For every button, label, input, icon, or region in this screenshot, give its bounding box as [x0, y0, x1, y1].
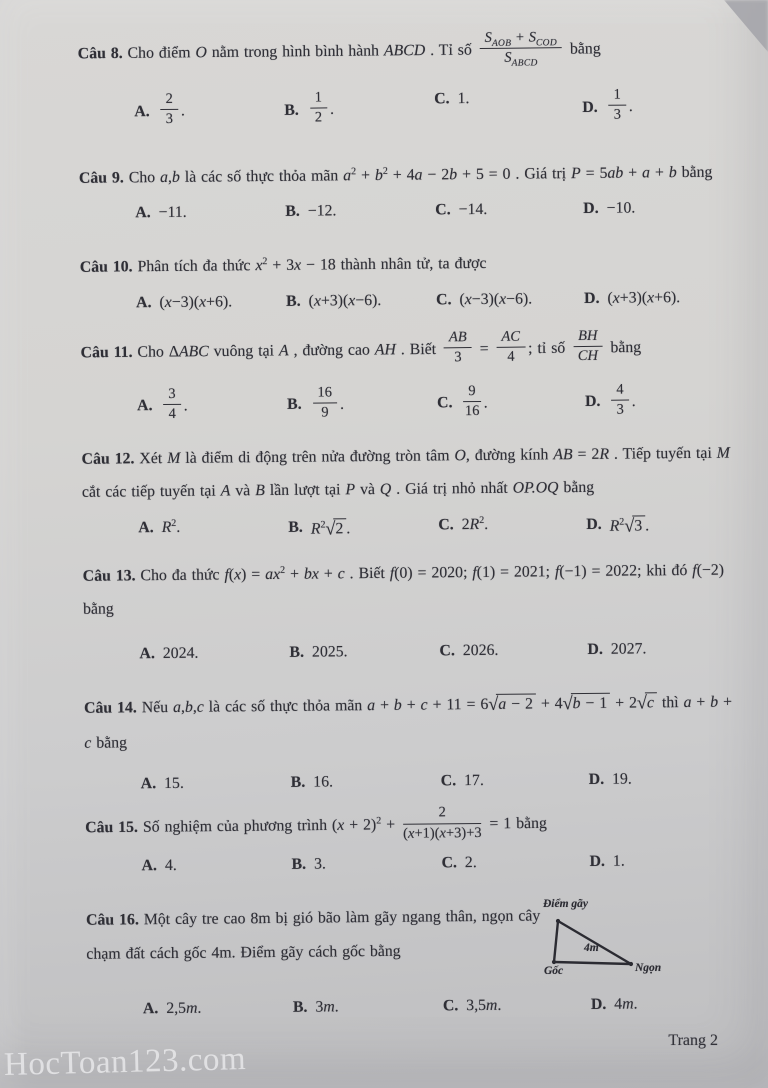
option-letter: A. [139, 645, 155, 663]
option-letter: A. [137, 397, 153, 415]
options-row [83, 640, 733, 672]
option-letter: C. [436, 291, 452, 309]
math-variable: m [185, 999, 198, 1018]
bamboo-triangle-figure [537, 898, 709, 988]
option-d [587, 641, 646, 660]
option-value: (x+3)(x+6). [607, 288, 681, 307]
fraction [160, 91, 178, 129]
math-variable: R [609, 517, 620, 535]
math-variable: AB [448, 328, 467, 346]
question-stem: Câu 9. Cho a,b là các số thực thỏa mãn $a^2 + b^2 + 4a - 2b + 5 = 0$ . Giá trị P = 5ab + a + b bằng [78, 163, 713, 187]
fraction [611, 381, 629, 419]
math-variable: c [646, 694, 655, 712]
option-a [138, 518, 180, 536]
math-variable: B [255, 482, 265, 500]
fraction-denominator: 9 [321, 404, 329, 421]
option-d [582, 88, 633, 126]
math-variable: A [278, 342, 289, 360]
option-value: $2R^2$. [461, 514, 489, 533]
fraction [573, 328, 603, 366]
fraction-numerator: 2 [160, 91, 177, 111]
option-value: 16. [313, 773, 334, 792]
math-variable: a [172, 699, 182, 717]
math-variable: S [528, 29, 537, 46]
math-variable: x [255, 257, 263, 275]
fraction [608, 86, 626, 124]
option-letter: D. [586, 515, 602, 533]
option-b [289, 644, 347, 663]
math-variable: x [164, 293, 172, 311]
math-variable: x [313, 292, 321, 310]
superscript: 2 [619, 516, 625, 528]
fraction-denominator: 3 [165, 111, 174, 128]
option-letter: D. [589, 853, 605, 871]
fraction-numerator [496, 328, 525, 348]
fraction-denominator: 3 [454, 349, 462, 366]
fraction-denominator [573, 347, 603, 366]
math-variable: R [310, 520, 321, 538]
square-root [636, 692, 657, 713]
fraction [403, 804, 482, 843]
option-b [285, 203, 336, 221]
option-letter: A. [140, 775, 157, 793]
subscript: AOB [491, 38, 512, 49]
option-a [136, 293, 232, 312]
fraction-numerator [444, 329, 472, 349]
superscript: 2 [262, 256, 268, 268]
options-row [79, 199, 729, 231]
superscript: 2 [351, 165, 357, 177]
fraction-denominator: 4 [507, 348, 515, 365]
math-variable: M [716, 444, 730, 462]
math-variable: CH [577, 347, 599, 365]
math-variable: OP.OQ [512, 479, 559, 497]
superscript: 2 [382, 165, 388, 177]
math-variable: f [224, 565, 229, 583]
options-row [85, 770, 735, 802]
fraction-denominator: 4 [168, 405, 176, 422]
question-stem: Câu 8. Cho điểm O nằm trong hình bình hành ABCD . Tỉ số $\frac{S_{AOB} + S_{COD}}{S_{ABCD}}$ bằng [77, 29, 601, 70]
fraction-denominator: 3 [613, 106, 622, 123]
fraction-denominator: 16 [464, 402, 480, 420]
option-letter: D. [583, 200, 599, 218]
option-a [141, 775, 184, 793]
option-c [437, 384, 488, 422]
question-stem: Câu 13. Cho đa thức $f(x) = ax^2$ + bx + c . Biết f(0) = 2020; f(1) = 2021; f(−1) = 2022; khi đó f(−2) bằng [82, 561, 725, 618]
option-c [443, 997, 502, 1016]
fraction [480, 29, 563, 68]
option-letter: B. [288, 518, 303, 536]
math-variable: c [196, 699, 204, 717]
square-root [624, 517, 645, 534]
option-letter: C. [437, 394, 453, 412]
option-letter: B. [286, 292, 301, 310]
fraction [444, 329, 472, 367]
fraction [163, 385, 181, 423]
fraction-numerator [573, 328, 603, 348]
option-letter: C. [435, 201, 451, 219]
math-variable: m [323, 998, 335, 1016]
option-c [441, 772, 484, 790]
option-d [583, 200, 635, 218]
math-variable: P [571, 164, 581, 182]
option-b [291, 856, 326, 874]
fraction-numerator: 4 [611, 381, 628, 401]
options-row [87, 995, 737, 1027]
question-number: Câu 9. [78, 169, 124, 187]
math-variable: a [414, 166, 423, 184]
option-letter: B. [291, 855, 307, 874]
math-variable: BH [577, 327, 598, 344]
math-variable: a [683, 694, 692, 712]
option-value: 2. [464, 854, 477, 872]
math-variable: b [374, 166, 383, 184]
math-variable: M [167, 449, 181, 467]
option-value: (x+3)(x−6). [308, 291, 382, 310]
question [85, 804, 736, 884]
option-letter: B. [292, 998, 308, 1017]
math-variable: x [499, 290, 507, 308]
option-a [139, 645, 198, 664]
math-variable: ABCD [383, 42, 426, 60]
fraction-numerator: 3 [163, 385, 180, 405]
fraction [463, 383, 481, 421]
option-letter: C. [440, 772, 457, 790]
option-letter: A. [135, 204, 151, 222]
question-stem: Câu 14. Nếu a,b,c là các số thực thỏa mãn a + b + c + 11 = 6√a − 2 + 4√b − 1 + 2√c thì a + b + c bằng [84, 682, 735, 760]
math-variable: x [348, 291, 356, 309]
math-variable: c [337, 564, 345, 582]
math-variable: a [498, 696, 507, 714]
math-variable: c [420, 696, 428, 715]
option-letter: B. [290, 774, 306, 792]
option-value: 4m. [614, 995, 638, 1013]
option-value: −10. [606, 199, 636, 218]
option-value: 2027. [610, 640, 647, 659]
option-a [143, 1000, 202, 1019]
question-number: Câu 12. [81, 449, 135, 468]
math-variable: x [464, 290, 472, 308]
figure-label-base-length: 4m [584, 942, 599, 954]
math-variable: m [622, 995, 634, 1013]
math-variable: AB [553, 445, 573, 463]
math-variable: ABC [178, 342, 209, 361]
option-letter: B. [287, 396, 302, 414]
math-variable: x [234, 565, 242, 583]
math-variable: b [393, 697, 402, 715]
math-variable: f [692, 561, 697, 579]
math-variable: a [159, 168, 169, 186]
option-value: $\frac{1}{2}$ . [307, 91, 335, 129]
option-letter: A. [134, 102, 150, 120]
option-letter: A. [136, 293, 152, 312]
option-value: $\frac{1}{3}$ . [605, 88, 633, 126]
question-number: Câu 8. [77, 44, 123, 63]
option-b [286, 292, 381, 311]
math-variable: b [572, 695, 581, 713]
option-value: −11. [158, 204, 187, 222]
fraction [496, 328, 525, 366]
option-c [441, 854, 476, 872]
option-letter: D. [585, 393, 601, 411]
math-variable: ab [607, 164, 624, 182]
radicand: b − 1 [571, 693, 611, 713]
option-letter: D. [590, 996, 607, 1014]
option-letter: C. [442, 997, 459, 1015]
option-c [439, 642, 498, 661]
question-stem: Câu 16. Một cây tre cao 8m bị gió bão làm gãy ngang thân, ngọn cây chạm đất cách gốc 4m. Điểm gãy cách gốc bằng [85, 907, 541, 963]
fraction [310, 89, 328, 127]
option-b [293, 999, 339, 1017]
option-value: 1. [612, 852, 625, 870]
math-variable: b [184, 699, 193, 717]
option-b [284, 91, 334, 129]
question [80, 328, 731, 434]
question-number: Câu 14. [83, 699, 137, 718]
question-stem: Câu 15. Số nghiệm của phương trình $(x + 2)^2$ + $\frac{2}{(x+1)(x+3)+3}$ = 1 bằng [85, 804, 548, 842]
math-variable: Q [379, 480, 392, 498]
math-variable: ax [265, 565, 281, 583]
option-value: 2024. [162, 645, 199, 663]
question-number: Câu 11. [80, 343, 133, 362]
math-variable: f [389, 564, 395, 582]
option-d [591, 996, 638, 1014]
math-variable: A [220, 482, 231, 500]
radicand: 2 [333, 518, 346, 537]
option-value: 1. [457, 89, 470, 107]
option-value: $\frac{9}{16}$ . [464, 382, 488, 420]
option-letter: B. [285, 202, 300, 221]
fraction-numerator: 1 [310, 89, 327, 109]
math-variable: x [439, 825, 447, 842]
question-number: Câu 10. [79, 258, 133, 277]
fraction-denominator: 2 [314, 109, 323, 126]
option-c [434, 90, 469, 108]
option-value: 17. [464, 772, 484, 790]
question-number: Câu 16. [85, 911, 139, 930]
options-row [85, 852, 735, 884]
question-number: Câu 13. [82, 566, 136, 585]
question [84, 682, 735, 802]
option-letter: C. [438, 515, 454, 533]
page-number: Trang 2 [668, 1032, 718, 1049]
radicand: 3 [632, 515, 645, 534]
fraction-numerator: 9 [463, 383, 480, 403]
math-variable: f [554, 562, 560, 580]
radical-sign: √ [624, 515, 635, 536]
option-letter: B. [289, 644, 305, 662]
math-variable: P [345, 481, 356, 499]
figure-label-tip: Ngọn [635, 962, 662, 974]
option-value: (x−3)(x−6). [459, 290, 533, 308]
math-variable: x [337, 817, 345, 835]
option-value: 2,5m. [166, 999, 202, 1018]
question [78, 30, 729, 140]
option-value: 2026. [462, 642, 499, 660]
math-variable: x [407, 825, 415, 842]
option-b [291, 774, 333, 792]
option-value: 2025. [311, 643, 348, 662]
option-value: 19. [612, 771, 632, 789]
option-letter: A. [138, 518, 154, 536]
math-variable: R [599, 445, 610, 463]
square-root [563, 695, 611, 712]
option-value: −12. [307, 202, 337, 220]
figure-label-root: Gốc [544, 965, 564, 977]
math-variable: S [484, 29, 492, 46]
math-variable: a [642, 164, 651, 182]
math-variable: R [469, 515, 480, 533]
option-value: $\frac{2}{3}$ . [157, 93, 185, 131]
math-variable: x [199, 293, 207, 311]
math-variable: a [343, 166, 352, 185]
math-variable: x [294, 256, 302, 275]
option-value: (x−3)(x+6). [159, 293, 233, 311]
subscript: ABCD [511, 58, 538, 70]
fraction-denominator: 3 [616, 401, 624, 418]
options-row [82, 513, 732, 545]
square-root [488, 696, 536, 713]
figure-label-break-point: Điểm gãy [543, 898, 589, 910]
radical-sign: √ [488, 694, 499, 715]
math-variable: R [161, 518, 172, 536]
question-number: Câu 15. [85, 819, 139, 837]
option-d [586, 514, 649, 536]
fraction-numerator: $S_{AOB} + S_{COD}$ [480, 29, 562, 49]
superscript: 2 [320, 518, 326, 531]
options-row [81, 378, 731, 434]
math-variable: b [710, 694, 719, 712]
subscript: COD [535, 38, 558, 49]
math-variable: b [668, 163, 677, 181]
option-letter: D. [582, 98, 598, 116]
option-value: −14. [458, 201, 488, 219]
math-variable: bx [303, 565, 319, 583]
math-variable: x [612, 289, 620, 307]
math-variable: AC [501, 328, 521, 345]
option-letter: C. [434, 90, 450, 108]
option-a [141, 857, 176, 875]
question [81, 436, 732, 545]
question-stem: Câu 10. Phân tích đa thức $x^2 + 3x - 18$ thành nhân tử, ta được [79, 255, 487, 277]
question [80, 245, 731, 321]
question-stem: Câu 11. Cho ΔABC vuông tại A , đường cao AH . Biết $\frac{AB}{3}$ = $\frac{AC}{4}$ ; tỉ số $\frac{BH}{CH}$ bằng [80, 327, 642, 366]
option-a [134, 90, 185, 131]
fraction-numerator: 2 [403, 804, 482, 824]
radical-sign: √ [325, 517, 336, 538]
option-value: $\frac{4}{3}$ . [608, 383, 636, 421]
math-variable: x [647, 289, 655, 307]
math-variable: m [485, 997, 498, 1015]
radical-sign: √ [636, 692, 648, 713]
fraction-numerator: 16 [312, 384, 337, 404]
option-b [288, 517, 350, 539]
option-value: 15. [164, 775, 184, 793]
option-value: $\frac{16}{9}$ . [309, 386, 344, 424]
superscript: 2 [280, 564, 286, 576]
question [83, 553, 734, 672]
option-letter: B. [284, 101, 299, 119]
fraction-numerator: 1 [608, 86, 625, 106]
option-value: $R^2√3$ . [609, 515, 650, 536]
option-c [438, 515, 488, 533]
superscript: 2 [171, 517, 177, 529]
math-variable: S [504, 50, 512, 67]
question [79, 155, 730, 231]
option-letter: C. [439, 642, 455, 660]
math-variable: c [84, 734, 92, 752]
question-stem: Câu 12. Xét M là điểm di động trên nửa đường tròn tâm O, đường kính AB = 2R . Tiếp tuyến tại M cắt các tiếp tuyến tại A và B lần lượt tại P và Q . Giá trị nhỏ nhất OP.OQ bằng [81, 444, 730, 501]
option-value: $\frac{3}{4}$ . [160, 387, 188, 425]
math-variable: O [195, 44, 207, 62]
fraction [312, 384, 337, 422]
math-variable: O [454, 446, 466, 464]
option-c [435, 201, 487, 219]
math-variable: AH [374, 341, 396, 359]
option-b [287, 383, 345, 424]
option-a [135, 204, 187, 222]
option-letter: D. [587, 641, 603, 659]
superscript: 2 [376, 815, 382, 827]
option-value: 3m. [315, 998, 339, 1016]
option-d [584, 289, 680, 308]
option-value: 4. [164, 857, 177, 875]
math-variable: b [449, 165, 458, 184]
watermark: HocToan123.com [3, 1041, 247, 1083]
option-d [589, 771, 632, 789]
option-letter: A. [141, 857, 157, 875]
option-value: 3. [313, 855, 326, 873]
math-variable: a [367, 697, 376, 715]
option-value: $R^2$. [161, 517, 181, 536]
option-a [137, 387, 188, 425]
options-row [80, 288, 730, 320]
radicand: a − 2 [496, 694, 536, 714]
option-d [589, 853, 624, 871]
option-letter: C. [441, 854, 457, 872]
options-row [78, 83, 728, 139]
superscript: 2 [479, 514, 485, 526]
radical-sign: √ [562, 693, 573, 714]
option-letter: D. [584, 289, 600, 307]
option-letter: D. [588, 771, 605, 789]
option-letter: A. [142, 1000, 159, 1018]
fraction-denominator [480, 49, 562, 68]
option-d [585, 383, 636, 421]
fraction-denominator: (x+1)(x+3)+3 [403, 824, 482, 842]
math-variable: f [472, 563, 477, 581]
option-value: $R^2√2$ . [310, 517, 351, 538]
option-value: 3,5m. [466, 997, 502, 1015]
math-variable: b [171, 168, 180, 186]
option-c [436, 290, 532, 309]
